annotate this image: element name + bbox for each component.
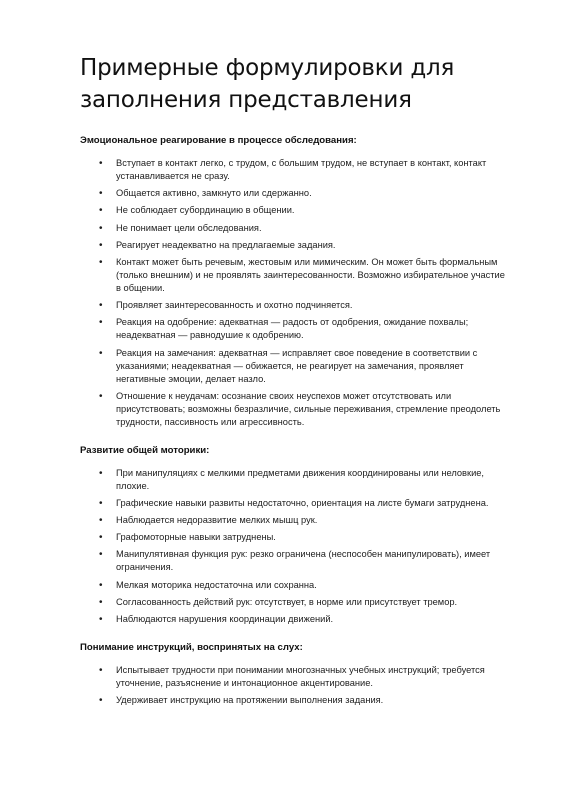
list-item	[99, 222, 506, 235]
list-item-text: Вступает в контакт легко, с трудом, с большим трудом, не вступает в контакт, контакт устанавливается не сразу.	[116, 158, 487, 181]
bullet-icon: •	[99, 347, 103, 359]
title-line-1: Примерные формулировки для	[80, 55, 455, 81]
list-item-text: При манипуляциях с мелкими предметами движения координированы или неловкие, плохие.	[116, 467, 485, 491]
section-heading: Развитие общей моторики:	[80, 444, 210, 456]
bullet-icon: •	[99, 596, 103, 608]
bullet-icon: •	[99, 390, 103, 402]
list-item	[99, 187, 506, 200]
bullet-icon: •	[99, 497, 103, 509]
section-emotional-response	[80, 134, 506, 429]
bullet-icon: •	[99, 665, 103, 676]
list-item-text: Не соблюдает субординацию в общении.	[116, 205, 295, 216]
list-item	[99, 514, 506, 527]
bullet-icon: •	[99, 205, 103, 217]
bullet-icon: •	[99, 300, 103, 312]
page-title	[80, 52, 506, 116]
list-item	[99, 299, 506, 312]
list-item-text: Отношение к неудачам: осознание своих неуспехов может отсутствовать или присутствовать; возможны безразличие, сильные переживания, стремление преодолеть трудности, пассивность или агрессивность.	[116, 390, 501, 427]
list-item-text: Графомоторные навыки затруднены.	[116, 532, 276, 543]
list-item	[99, 157, 506, 183]
list-item	[99, 467, 506, 493]
bullet-icon: •	[99, 579, 103, 591]
list-item-text: Проявляет заинтересованность и охотно подчиняется.	[116, 300, 353, 311]
list-item-text: Наблюдаются нарушения координации движений.	[116, 614, 334, 624]
list-item	[99, 390, 506, 429]
list-item	[99, 316, 506, 342]
list-item-text: Мелкая моторика недостаточна или сохранна.	[116, 579, 317, 590]
list-item-text: Не понимает цели обследования.	[116, 222, 262, 233]
bullet-list	[80, 467, 506, 626]
list-item-text: Контакт может быть речевым, жестовым или мимическим. Он может быть формальным (только внешним) и не проявлять заинтересованности. Возможно избирательное участие в общении.	[116, 256, 505, 293]
bullet-icon: •	[99, 158, 103, 169]
list-item-text: Реакция на замечания: адекватная — исправляет свое поведение в соответствии с указаниями; неадекватная — обижается, не реагирует на замечания, проявляет негативные эмоции, делает назло.	[116, 347, 478, 384]
list-item	[99, 239, 506, 252]
bullet-icon: •	[99, 695, 103, 707]
list-item	[99, 664, 506, 690]
bullet-icon: •	[99, 467, 103, 479]
section-general-motor-skills	[80, 444, 506, 626]
list-item	[99, 596, 506, 609]
list-item-text: Испытывает трудности при понимании многозначных учебных инструкций; требуется уточнение, разъяснение и интонационное акцентирование.	[116, 665, 485, 688]
list-item-text: Удерживает инструкцию на протяжении выполнения задания.	[116, 695, 384, 706]
bullet-icon: •	[99, 549, 103, 561]
bullet-list	[80, 157, 506, 429]
list-item	[99, 497, 506, 510]
bullet-icon: •	[99, 515, 103, 527]
list-item	[99, 531, 506, 544]
bullet-list	[80, 664, 506, 707]
section-heading: Понимание инструкций, воспринятых на слух:	[80, 642, 303, 653]
section-heading: Эмоциональное реагирование в процессе обследования:	[80, 135, 357, 146]
list-item-text: Общается активно, замкнуто или сдержанно.	[116, 188, 312, 199]
list-item	[99, 204, 506, 217]
list-item	[99, 548, 506, 574]
list-item-text: Графические навыки развиты недостаточно, ориентация на листе бумаги затруднена.	[116, 497, 489, 508]
bullet-icon: •	[99, 188, 103, 200]
list-item-text: Реакция на одобрение: адекватная — радость от одобрения, ожидание похвалы; неадекватная — равнодушие к одобрению.	[116, 317, 469, 341]
bullet-icon: •	[99, 532, 103, 544]
list-item	[99, 256, 506, 295]
list-item-text: Согласованность действий рук: отсутствует, в норме или присутствует тремор.	[116, 596, 458, 607]
bullet-icon: •	[99, 222, 103, 234]
list-item	[99, 694, 506, 707]
list-item	[99, 613, 506, 626]
title-line-2: заполнения представления	[80, 87, 412, 113]
bullet-icon: •	[99, 239, 103, 251]
bullet-icon: •	[99, 614, 103, 625]
bullet-icon: •	[99, 317, 103, 329]
list-item-text: Манипулятивная функция рук: резко ограничена (неспособен манипулировать), имеет ограничения.	[116, 549, 491, 573]
bullet-icon: •	[99, 256, 103, 268]
section-auditory-instructions	[80, 641, 506, 707]
list-item	[99, 347, 506, 386]
list-item	[99, 579, 506, 592]
list-item-text: Наблюдается недоразвитие мелких мышц рук.	[116, 515, 318, 526]
list-item-text: Реагирует неадекватно на предлагаемые задания.	[116, 239, 336, 250]
